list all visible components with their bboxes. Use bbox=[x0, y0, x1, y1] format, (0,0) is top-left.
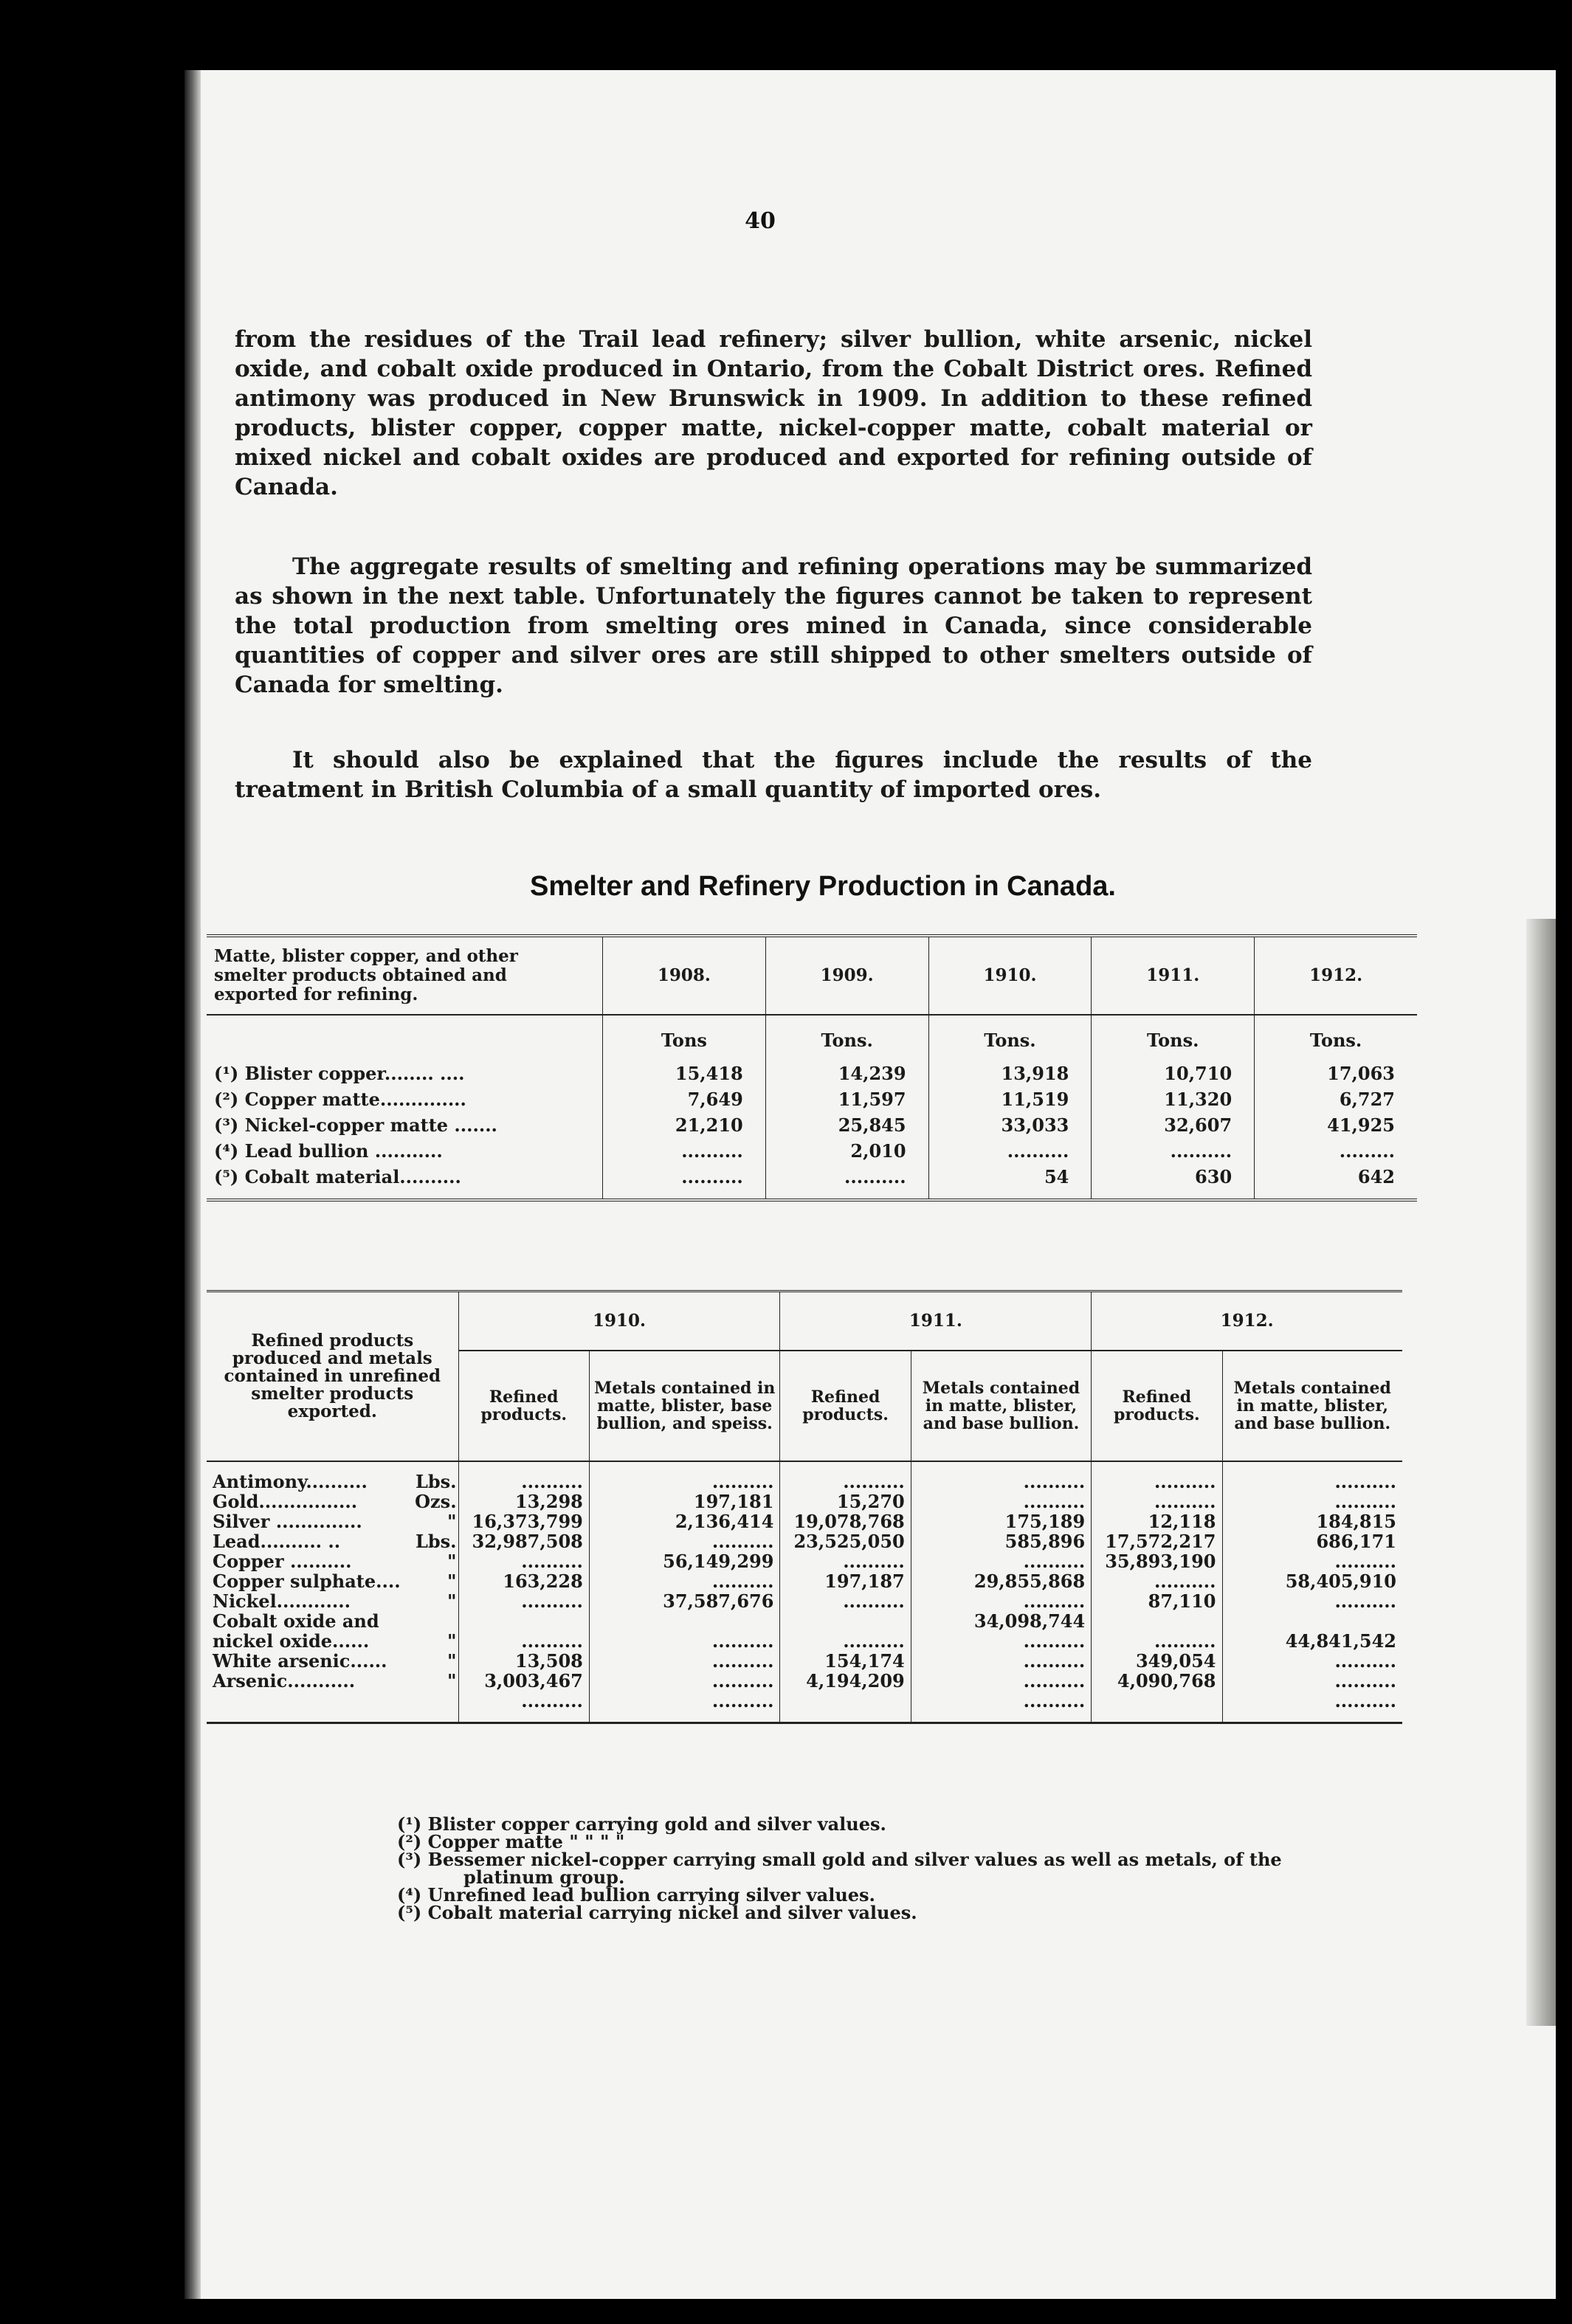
table-cell bbox=[1222, 1611, 1402, 1631]
table-cell bbox=[780, 1691, 911, 1723]
table-cell: 6,727 bbox=[1255, 1086, 1417, 1112]
row-label: (³) Nickel-copper matte ....... bbox=[214, 1114, 497, 1136]
table-cell: 585,896 bbox=[911, 1531, 1091, 1551]
table-cell: .......... bbox=[1222, 1551, 1402, 1571]
table-cell: 21,210 bbox=[602, 1112, 765, 1138]
table-cell: .......... bbox=[1222, 1651, 1402, 1671]
table-cell: 154,174 bbox=[780, 1651, 911, 1671]
row-label: Copper .......... bbox=[213, 1551, 352, 1572]
table-header-label: Matte, blister copper, and other smelter products obtained and exported for refining. bbox=[207, 936, 602, 1015]
table-cell: 14,239 bbox=[765, 1061, 928, 1086]
table-cell: 15,270 bbox=[780, 1492, 911, 1511]
table-cell: 4,090,768 bbox=[1092, 1671, 1222, 1691]
table-row bbox=[207, 1631, 1402, 1651]
table-cell: 197,181 bbox=[589, 1492, 780, 1511]
table-row bbox=[207, 1511, 1402, 1531]
footnote: (⁵) Cobalt material carrying nickel and silver values. bbox=[397, 1902, 917, 1923]
table-cell: .......... bbox=[1222, 1691, 1402, 1723]
year-header: 1911. bbox=[1092, 936, 1255, 1015]
table-row bbox=[207, 1671, 1402, 1691]
table-cell: .......... bbox=[1092, 1138, 1255, 1164]
table-cell: 54 bbox=[928, 1164, 1092, 1200]
metals-contained-header: Metals contained in matte, blister, and base bullion. bbox=[911, 1351, 1091, 1461]
table-cell: 642 bbox=[1255, 1164, 1417, 1200]
table-cell: .......... bbox=[458, 1691, 589, 1723]
table-cell bbox=[780, 1611, 911, 1631]
table-cell: 630 bbox=[1092, 1164, 1255, 1200]
table-row bbox=[207, 1691, 1402, 1723]
unit-cell: Tons bbox=[602, 1015, 765, 1061]
row-label: nickel oxide...... bbox=[213, 1630, 370, 1652]
footnote: (³) Bessemer nickel-copper carrying small gold and silver values as well as metals, of the bbox=[397, 1849, 1282, 1870]
table-cell: .......... bbox=[589, 1461, 780, 1492]
paragraph-1: from the residues of the Trail lead refinery; silver bullion, white arsenic, nickel oxide, and cobalt oxide produced in Ontario, from the Cobalt District ores. Refined antimony was produced in New Brunswick in 1909. In addition to these refined products, blister copper, copper matte, nickel-copper matte, cobalt material or mixed nickel and cobalt oxides are produced and exported for refining outside of Canada. bbox=[235, 326, 1312, 500]
table-cell: .......... bbox=[589, 1691, 780, 1723]
row-label: White arsenic...... bbox=[213, 1650, 387, 1672]
row-label: Cobalt oxide and bbox=[213, 1610, 379, 1632]
table-cell: .......... bbox=[911, 1671, 1091, 1691]
table-cell: .......... bbox=[458, 1631, 589, 1651]
table-cell: 175,189 bbox=[911, 1511, 1091, 1531]
table-cell: 56,149,299 bbox=[589, 1551, 780, 1571]
table-cell: 25,845 bbox=[765, 1112, 928, 1138]
table-cell: .......... bbox=[1222, 1591, 1402, 1611]
row-label: Silver .............. bbox=[213, 1511, 362, 1532]
table-cell: 163,228 bbox=[458, 1571, 589, 1591]
metals-contained-header: Metals contained in matte, blister, and base bullion. bbox=[1222, 1351, 1402, 1461]
paragraph-2: The aggregate results of smelting and refining operations may be summarized as shown in the next table. Unfortunately the figures cannot be taken to represent the total production from smelting ores mined in Canada, since considerable quantities of copper and silver ores are still shipped to other smelters outside of Canada for smelting. bbox=[235, 554, 1312, 698]
unit-label bbox=[412, 1691, 458, 1723]
table-cell: .......... bbox=[911, 1551, 1091, 1571]
table-cell: .......... bbox=[780, 1551, 911, 1571]
next-page-edge bbox=[1526, 919, 1556, 2026]
row-label bbox=[207, 1691, 412, 1723]
year-header: 1911. bbox=[780, 1292, 1092, 1351]
table-cell: .......... bbox=[780, 1461, 911, 1492]
table-cell: 19,078,768 bbox=[780, 1511, 911, 1531]
table-cell bbox=[1092, 1611, 1222, 1631]
table-cell: 37,587,676 bbox=[589, 1591, 780, 1611]
row-label: Arsenic........... bbox=[213, 1670, 356, 1692]
table-cell: ......... bbox=[1255, 1138, 1417, 1164]
table-cell: 29,855,868 bbox=[911, 1571, 1091, 1591]
footnote: (¹) Blister copper carrying gold and silver values. bbox=[397, 1813, 886, 1835]
table-row bbox=[207, 1164, 1417, 1200]
table-cell: 197,187 bbox=[780, 1571, 911, 1591]
unit-cell: Tons. bbox=[928, 1015, 1092, 1061]
table-row bbox=[207, 1138, 1417, 1164]
table-cell: 87,110 bbox=[1092, 1591, 1222, 1611]
table-row bbox=[207, 1611, 1402, 1631]
table-cell: 16,373,799 bbox=[458, 1511, 589, 1531]
table-header-row bbox=[207, 1292, 1402, 1351]
table-cell: .......... bbox=[911, 1591, 1091, 1611]
table-cell: 3,003,467 bbox=[458, 1671, 589, 1691]
year-header: 1912. bbox=[1092, 1292, 1402, 1351]
table-row bbox=[207, 1551, 1402, 1571]
table-cell: .......... bbox=[589, 1531, 780, 1551]
table-cell: .......... bbox=[1222, 1461, 1402, 1492]
table-cell: 11,519 bbox=[928, 1086, 1092, 1112]
unit-label: " bbox=[447, 1650, 457, 1672]
table-cell: .......... bbox=[911, 1691, 1091, 1723]
row-label: (¹) Blister copper........ .... bbox=[214, 1063, 465, 1084]
footnote-continuation: platinum group. bbox=[463, 1866, 625, 1888]
year-header: 1910. bbox=[928, 936, 1092, 1015]
table-cell: .......... bbox=[911, 1651, 1091, 1671]
table-row bbox=[207, 1112, 1417, 1138]
table-row bbox=[207, 1531, 1402, 1551]
year-header: 1909. bbox=[765, 936, 928, 1015]
table-cell: .......... bbox=[589, 1571, 780, 1591]
unit-label: " bbox=[447, 1670, 457, 1692]
table-cell: 15,418 bbox=[602, 1061, 765, 1086]
table-cell: 34,098,744 bbox=[911, 1611, 1091, 1631]
table-row bbox=[207, 1492, 1402, 1511]
table-cell: .......... bbox=[780, 1591, 911, 1611]
year-header: 1910. bbox=[458, 1292, 780, 1351]
table-cell: .......... bbox=[911, 1631, 1091, 1651]
table-cell: 17,572,217 bbox=[1092, 1531, 1222, 1551]
table-cell bbox=[458, 1611, 589, 1631]
row-label: (²) Copper matte.............. bbox=[214, 1089, 466, 1110]
table-cell: 11,320 bbox=[1092, 1086, 1255, 1112]
unit-cell: Tons. bbox=[1092, 1015, 1255, 1061]
table-cell: 44,841,542 bbox=[1222, 1631, 1402, 1651]
table-row bbox=[207, 1571, 1402, 1591]
table-cell: 349,054 bbox=[1092, 1651, 1222, 1671]
unit-cell: Tons. bbox=[765, 1015, 928, 1061]
table-row bbox=[207, 1086, 1417, 1112]
table-cell: .......... bbox=[911, 1492, 1091, 1511]
table-header-label: Refined products produced and metals contained in unrefined smelter products exported. bbox=[207, 1292, 458, 1462]
row-label: (⁴) Lead bullion ........... bbox=[214, 1140, 443, 1162]
table-cell: .......... bbox=[458, 1551, 589, 1571]
smelter-products-table bbox=[207, 934, 1417, 1201]
table-cell: .......... bbox=[765, 1164, 928, 1200]
table-cell: 13,918 bbox=[928, 1061, 1092, 1086]
table-cell: 41,925 bbox=[1255, 1112, 1417, 1138]
table-cell: .......... bbox=[1222, 1492, 1402, 1511]
unit-label: " bbox=[447, 1551, 457, 1572]
table-row bbox=[207, 1651, 1402, 1671]
table-cell: .......... bbox=[589, 1671, 780, 1691]
unit-label: " bbox=[447, 1630, 457, 1652]
unit-label: " bbox=[447, 1590, 457, 1612]
table-cell: 2,136,414 bbox=[589, 1511, 780, 1531]
table-cell: 4,194,209 bbox=[780, 1671, 911, 1691]
unit-label: Lbs. bbox=[416, 1471, 457, 1492]
table-cell: 2,010 bbox=[765, 1138, 928, 1164]
table-cell: 11,597 bbox=[765, 1086, 928, 1112]
table-row bbox=[207, 1061, 1417, 1086]
units-row bbox=[207, 1015, 1417, 1061]
table-cell: .......... bbox=[458, 1461, 589, 1492]
table-cell bbox=[589, 1611, 780, 1631]
table-cell: 686,171 bbox=[1222, 1531, 1402, 1551]
table-cell: 12,118 bbox=[1092, 1511, 1222, 1531]
table-cell: .......... bbox=[1092, 1571, 1222, 1591]
table-cell: 7,649 bbox=[602, 1086, 765, 1112]
table-cell: 33,033 bbox=[928, 1112, 1092, 1138]
footnote: (⁴) Unrefined lead bullion carrying silver values. bbox=[397, 1884, 875, 1906]
table-cell: 13,508 bbox=[458, 1651, 589, 1671]
refined-products-header: Refined products. bbox=[458, 1351, 589, 1461]
footnotes bbox=[397, 1813, 1386, 1923]
table-cell: .......... bbox=[1222, 1671, 1402, 1691]
row-label: Antimony.......... bbox=[213, 1471, 368, 1492]
table-cell: 32,987,508 bbox=[458, 1531, 589, 1551]
table-cell: 13,298 bbox=[458, 1492, 589, 1511]
table-row bbox=[207, 1591, 1402, 1611]
table-cell: .......... bbox=[458, 1591, 589, 1611]
page-binding-edge bbox=[185, 70, 201, 2299]
table-cell bbox=[1092, 1691, 1222, 1723]
table-cell: 23,525,050 bbox=[780, 1531, 911, 1551]
table-cell: 184,815 bbox=[1222, 1511, 1402, 1531]
unit-label bbox=[412, 1611, 458, 1631]
table-cell: .......... bbox=[780, 1631, 911, 1651]
refined-products-header: Refined products. bbox=[780, 1351, 911, 1461]
unit-label: " bbox=[447, 1570, 457, 1592]
row-label: (⁵) Cobalt material.......... bbox=[214, 1166, 461, 1187]
table-row bbox=[207, 1461, 1402, 1492]
year-header: 1912. bbox=[1255, 936, 1417, 1015]
table-cell: .......... bbox=[602, 1164, 765, 1200]
year-header: 1908. bbox=[602, 936, 765, 1015]
row-label: Gold................ bbox=[213, 1491, 358, 1512]
table-cell: 35,893,190 bbox=[1092, 1551, 1222, 1571]
table-cell: .......... bbox=[1092, 1492, 1222, 1511]
unit-label: " bbox=[447, 1511, 457, 1532]
table-cell: .......... bbox=[1092, 1461, 1222, 1492]
refined-products-body bbox=[207, 1461, 1402, 1723]
table-cell: .......... bbox=[911, 1461, 1091, 1492]
paragraph-3: It should also be explained that the figures include the results of the treatment in British Columbia of a small quantity of imported ores. bbox=[235, 747, 1312, 803]
refined-products-table bbox=[207, 1290, 1402, 1724]
table-cell: .......... bbox=[1092, 1631, 1222, 1651]
page-number: 40 bbox=[745, 208, 776, 234]
table-cell: 58,405,910 bbox=[1222, 1571, 1402, 1591]
table-header-row bbox=[207, 936, 1417, 1015]
table-cell: 17,063 bbox=[1255, 1061, 1417, 1086]
row-label: Nickel............ bbox=[213, 1590, 351, 1612]
table-cell: 32,607 bbox=[1092, 1112, 1255, 1138]
unit-cell: Tons. bbox=[1255, 1015, 1417, 1061]
unit-label: Ozs. bbox=[415, 1491, 457, 1512]
table-cell: .......... bbox=[589, 1631, 780, 1651]
table-cell: 10,710 bbox=[1092, 1061, 1255, 1086]
refined-products-header: Refined products. bbox=[1092, 1351, 1222, 1461]
footnote: (²) Copper matte " " " " bbox=[397, 1831, 625, 1852]
metals-contained-header: Metals contained in matte, blister, base bullion, and speiss. bbox=[589, 1351, 780, 1461]
table-cell: .......... bbox=[602, 1138, 765, 1164]
unit-label: Lbs. bbox=[416, 1531, 457, 1552]
row-label: Copper sulphate.... bbox=[213, 1570, 401, 1592]
table-cell: .......... bbox=[589, 1651, 780, 1671]
table-title: Smelter and Refinery Production in Canada. bbox=[530, 871, 1116, 902]
row-label: Lead.......... .. bbox=[213, 1531, 341, 1552]
table-cell: .......... bbox=[928, 1138, 1092, 1164]
